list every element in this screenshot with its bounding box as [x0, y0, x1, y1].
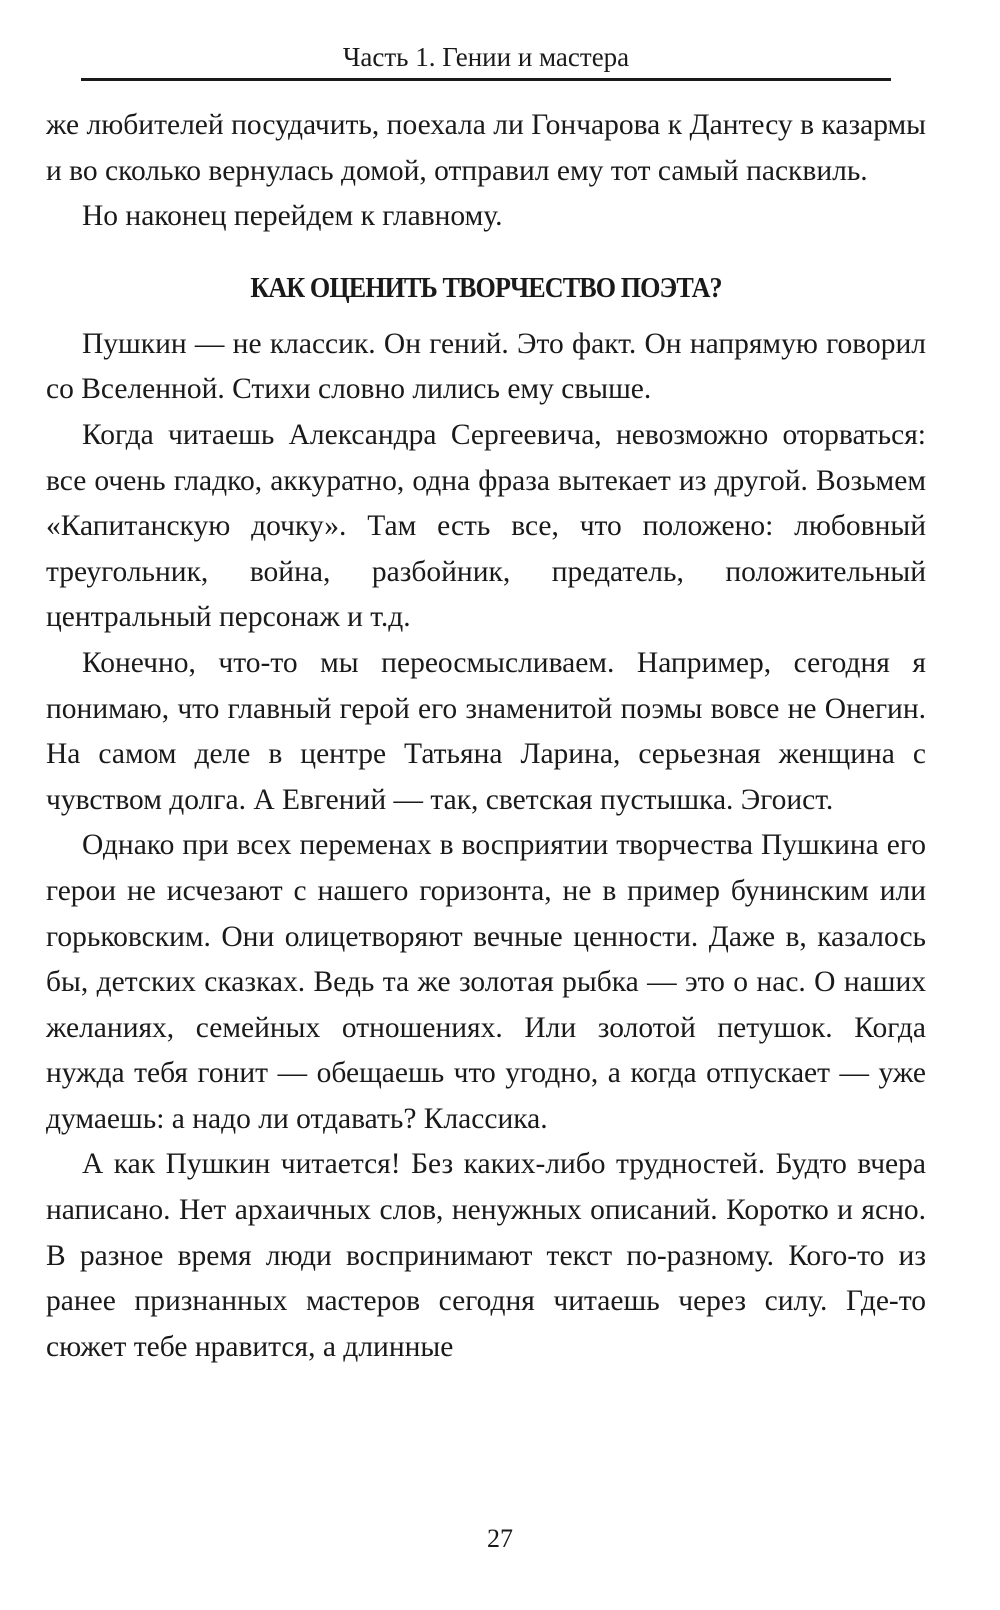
- paragraph: Когда читаешь Александра Сергеевича, невозможно оторваться: все очень гладко, аккуратно, одна фраза вытекает из другой. Возьмем «Капитанскую дочку». Там есть все, что положено: любовный треугольник, война, разбойник, предатель, положительный центральный персонаж и т.д.: [46, 418, 926, 634]
- paragraph: Однако при всех переменах в восприятии творчества Пушкина его герои не исчезают с нашего горизонта, не в пример бунинским или горьковским. Они олицетворяют вечные ценности. Даже в, казалось бы, детских сказках. Ведь та же золотая рыбка — это о нас. О наших желаниях, семейных отношениях. Или золотой петушок. Когда нужда тебя гонит — обещаешь что угодно, а когда отпускает — уже думаешь: а надо ли отдавать? Классика.: [46, 829, 926, 1135]
- paragraph: Но наконец перейдем к главному.: [82, 200, 503, 233]
- running-head: Часть 1. Гении и мастера: [81, 40, 891, 81]
- page-number: 27: [487, 1524, 513, 1553]
- paragraph: А как Пушкин читается! Без каких-либо трудностей. Будто вчера написано. Нет архаичных слов, ненужных описаний. Коротко и ясно. В разное время люди воспринимают текст по-разному. Кого-то из ранее признанных мастеров сегодня читаешь через силу. Где-то сюжет тебе нравится, а длинные: [46, 1148, 926, 1363]
- section-heading: КАК ОЦЕНИТЬ ТВОРЧЕСТВО ПОЭТА?: [250, 271, 722, 304]
- paragraph: Конечно, что-то мы переосмысливаем. Например, сегодня я понимаю, что главный герой его знаменитой поэмы вовсе не Онегин. На самом деле в центре Татьяна Ларина, серьезная женщина с чувством долга. А Евгений — так, светская пустышка. Эгоист.: [46, 646, 926, 816]
- paragraph: же любителей посудачить, поехала ли Гончарова к Дантесу в казармы и во сколько вернулась домой, отправил ему тот самый пасквиль.: [46, 109, 926, 187]
- body-text: [46, 103, 926, 1370]
- book-page: [46, 40, 926, 1370]
- paragraph: Пушкин — не классик. Он гений. Это факт. Он напрямую говорил со Вселенной. Стихи словно лились ему свыше.: [46, 327, 926, 406]
